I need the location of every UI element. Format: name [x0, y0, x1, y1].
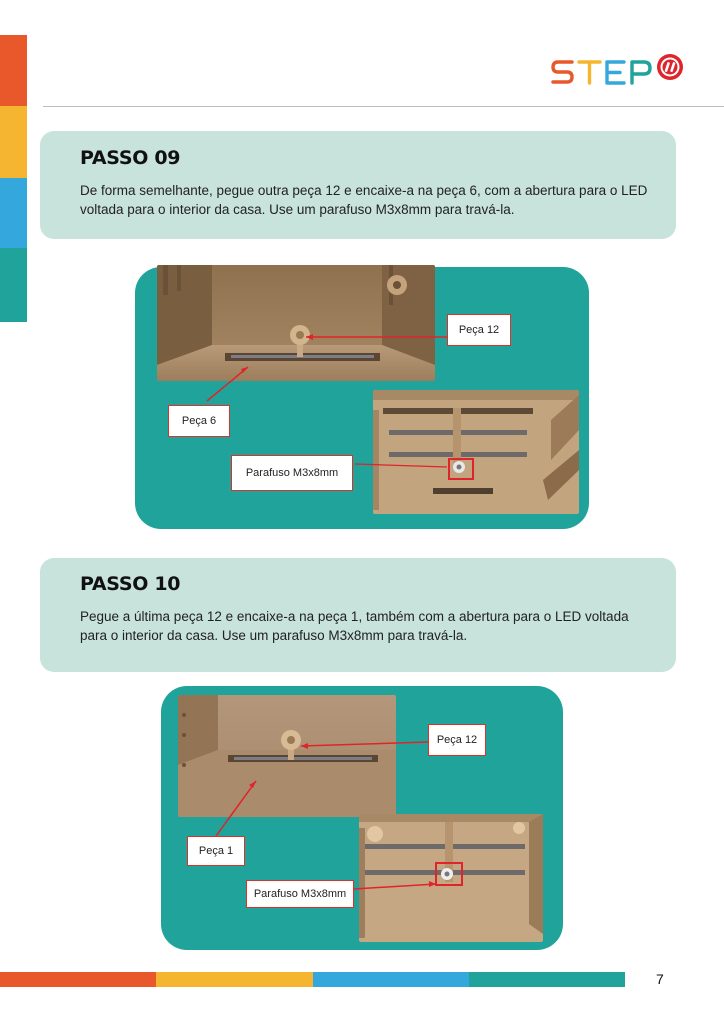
step-09-callout-lines [135, 267, 589, 529]
footer-bar-blue [313, 972, 469, 987]
label-piece-6: Peça 6 [168, 405, 230, 437]
step-09-panel [135, 267, 589, 529]
step-10-text: Pegue a última peça 12 e encaixe-a na peça 1, também com a abertura para o LED voltada para o interior da casa. Use um parafuso M3x8mm para travá-la. [80, 609, 629, 643]
step-10-callout-lines [161, 686, 563, 950]
sidebar-bar-orange [0, 35, 27, 106]
header-divider [43, 106, 724, 107]
label-piece-12-b: Peça 12 [428, 724, 486, 756]
sidebar-bar-blue [0, 178, 27, 248]
step-10-panel [161, 686, 563, 950]
step-09-text: De forma semelhante, pegue outra peça 12 e encaixe-a na peça 6, com a abertura para o LED voltada para o interior da casa. Use um parafuso M3x8mm para travá-la. [80, 183, 648, 217]
page-number: 7 [656, 971, 664, 987]
footer-bar-yellow [156, 972, 313, 987]
label-screw-b: Parafuso M3x8mm [246, 880, 354, 908]
step-09-box [40, 131, 676, 239]
label-screw: Parafuso M3x8mm [231, 455, 353, 491]
step-logo [550, 50, 690, 92]
step-10-title: PASSO 10 [80, 573, 181, 595]
footer-bar-teal [469, 972, 625, 987]
step-10-box [40, 558, 676, 672]
sidebar-bar-yellow [0, 106, 27, 178]
label-piece-12: Peça 12 [447, 314, 511, 346]
sidebar-bar-teal [0, 248, 27, 322]
step-09-title: PASSO 09 [80, 147, 181, 169]
footer-bar-orange [0, 972, 156, 987]
label-piece-1: Peça 1 [187, 836, 245, 866]
